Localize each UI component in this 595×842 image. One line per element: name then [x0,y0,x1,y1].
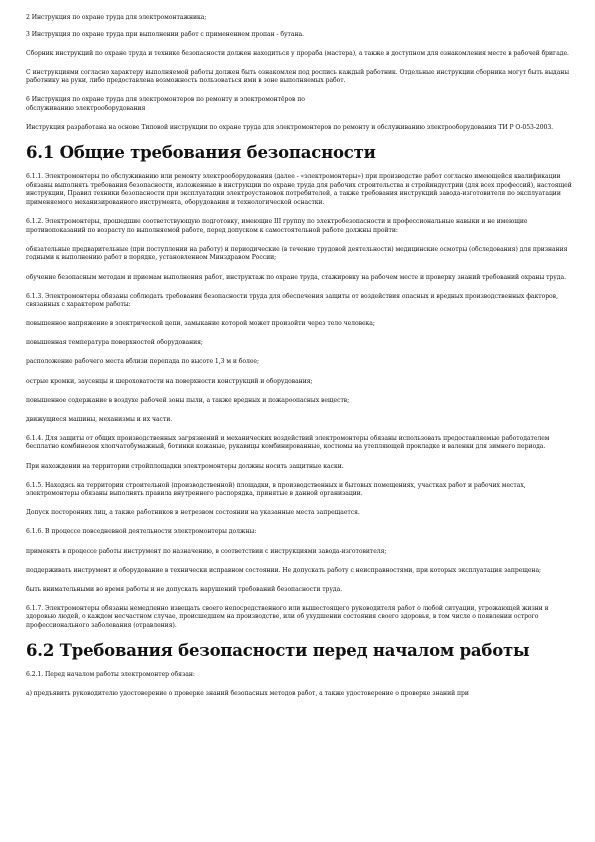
paragraph: движущиеся машины, механизмы и их части. [26,415,173,423]
paragraph: 6.1.7. Электромонтеры обязаны немедленно извещать своего непосредственного или вышестоящего руководителя работ о любой ситуации, угрожающей жизни и здоровью людей, о каждом несчастном случае, происшедшем на производстве, или об ухудшении состояния своего здоровья, в том числе о появлении острого профессионального заболевания (отравления). [26,604,549,629]
intro-paragraph: С инструкциями согласно характеру выполняемой работы должен быть ознакомлен под роспись каждый работник. Отдельные инструкции сборника могут быть выданы работнику на руки, либо предоставлена возможность пользоваться ими в зоне выполняемых работ. [26,68,570,85]
paragraph: 6.1.5. Находясь на территории строительной (производственной) площадки, в производственных и бытовых помещениях, участках работ и рабочих местах, электромонтеры обязаны выполнять правила внутреннего распорядка, принятые в данной организации. [26,481,526,498]
paragraph: повышенная температура поверхностей оборудования; [26,339,203,347]
toc-item: 3 Инструкция по охране труда при выполнении работ с применением пропан - бутана. [26,30,304,38]
paragraph: Допуск посторонних лиц, а также работников в нетрезвом состоянии на указанные места запрещается. [26,509,360,517]
intro-paragraph: Сборник инструкций по охране труда и технике безопасности должен находиться у прораба (мастера), а также в доступном для ознакомления месте в рабочей бригаде. [26,49,569,57]
paragraph: 6.2.1. Перед началом работы электромонтер обязан: [26,671,195,679]
paragraph: поддерживать инструмент и оборудование в технически исправном состоянии. Не допускать работу с неисправностями, при которых эксплуатация запрещена; [26,566,542,574]
paragraph: повышенное содержание в воздухе рабочей зоны пыли, а также вредных и пожароопасных веществ; [26,396,350,404]
paragraph: обучение безопасным методам и приемам выполнения работ, инструктаж по охране труда, стажировку на рабочем месте и проверку знаний требований охраны труда. [26,273,566,281]
paragraph: повышенное напряжение в электрической цепи, замыкание которой может произойти через тело человека; [26,320,375,328]
section-6-title: 6 Инструкция по охране труда для электромонтеров по ремонту и электромонтёров по обслуживанию электрооборудования [26,96,305,113]
toc-item: 2 Инструкция по охране труда для электромонтажника; [26,14,207,21]
paragraph: При нахождении на территории стройплощадки электромонтеры должны носить защитные каски. [26,462,344,470]
paragraph: 6.1.2. Электромонтеры, прошедшие соответствующую подготовку, имеющие III группу по электробезопасности и профессиональные навыки и не имеющие противопоказаний по возрасту по выполняемой работе, перед допуском к самостоятельной работе должны пройти: [26,218,528,234]
section-6-2-heading: 6.2 Требования безопасности перед началом работы [26,641,530,661]
paragraph: 6.1.4. Для защиты от общих производственных загрязнений и механических воздействий электромонтеры обязаны использовать предоставляемые работодателем бесплатно комбинезон хлопчатобумажный, ботинки кожаные, рукавицы комбинированные, костюмы на утепляющей прокладке и валенки для зимнего периода. [26,434,550,451]
instruction-basis: Инструкция разработана на основе Типовой инструкции по охране труда для электромонтеров по ремонту и обслуживанию электрооборудования ТИ Р О-053-2003. [26,124,554,132]
paragraph: расположение рабочего места вблизи перепада по высоте 1,3 м и более; [26,358,259,366]
section-6-1-heading: 6.1 Общие требования безопасности [26,143,376,163]
paragraph: 6.1.6. В процессе повседневной деятельности электромонтеры должны: [26,528,257,536]
paragraph: применять в процессе работы инструмент по назначению, в соответствии с инструкциями завода-изготовителя; [26,547,387,555]
paragraph: острые кромки, заусенцы и шероховатости на поверхности конструкций и оборудования; [26,377,313,385]
paragraph: быть внимательными во время работы и не допускать нарушений требований безопасности труда. [26,585,343,593]
paragraph: 6.1.1. Электромонтеры по обслуживанию или ремонту электрооборудования (далее - «электромонтеры») при производстве работ согласно имеющейся квалификации обязаны выполнять требования безопасности, изложенные в инструкции по охране труда для рабочих строительства и стройиндустрии (для всех профессий), настоящей инструкции, Правил техники безопасности при эксплуатации электроустановок потребителей, а также требования инструкций завода-изготовителя по эксплуатации применяемого механизированного инструмента, оборудования и технологической оснастки. [26,173,572,207]
paragraph: 6.1.3. Электромонтеры обязаны соблюдать требования безопасности труда для обеспечения защиты от воздействия опасных и вредных производственных факторов, связанных с характером работы: [26,292,558,309]
paragraph: а) предъявить руководителю удостоверение о проверке знаний безопасных методов работ, а также удостоверение о проверке знаний при [26,690,469,698]
paragraph: обязательные предварительные (при поступлении на работу) и периодические (в течение трудовой деятельности) медицинские осмотры (обследования) для признания годными к выполнению работ в порядке, установленном Минздравом России; [26,245,568,262]
